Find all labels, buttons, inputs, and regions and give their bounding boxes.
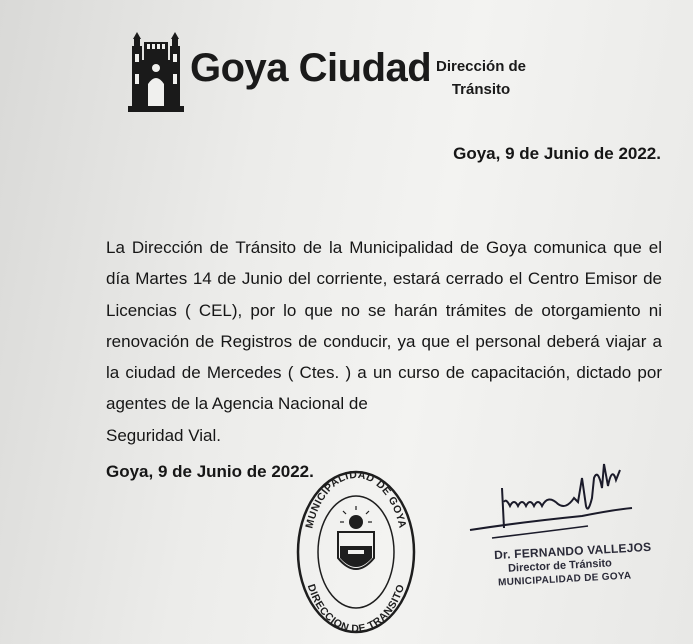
coat-of-arms-icon xyxy=(338,506,374,569)
department-line-2: Tránsito xyxy=(451,81,511,98)
date-bottom: Goya, 9 de Junio de 2022. xyxy=(106,462,314,481)
department-line-1: Dirección de xyxy=(436,58,527,75)
brand-title: Goya Ciudad xyxy=(190,46,432,90)
notice-last-line: Seguridad Vial. xyxy=(106,425,221,445)
official-stamp xyxy=(290,462,420,634)
notice-body xyxy=(106,232,662,451)
signature-name: Dr. FERNANDO VALLEJOS xyxy=(493,539,652,563)
handwritten-signature xyxy=(462,458,662,548)
notice-paragraph: La Dirección de Tránsito de la Municipalidad de Goya comunica que el día Martes 14 de Junio del corriente, estará cerrado el Centro Emisor de Licencias ( CEL), por lo que no se harán trámites de otorgamiento ni renovación de Registros de conducir, ya que el personal deberá viajar a la ciudad de Mercedes ( Ctes. ) a un curso de capacitación, dictado por agentes de la Agencia Nacional de xyxy=(106,238,662,414)
department-heading xyxy=(436,55,526,101)
stamp-text-bottom: DIRECCION DE TRANSITO xyxy=(304,582,408,634)
signature-title: Director de Tránsito xyxy=(507,557,613,575)
goya-church-logo-icon xyxy=(128,32,184,112)
signature-block xyxy=(462,458,662,598)
signature-organization: MUNICIPALIDAD DE GOYA xyxy=(497,570,632,589)
stamp-text-top: MUNICIPALIDAD DE GOYA xyxy=(303,468,409,530)
date-top: Goya, 9 de Junio de 2022. xyxy=(453,144,661,163)
